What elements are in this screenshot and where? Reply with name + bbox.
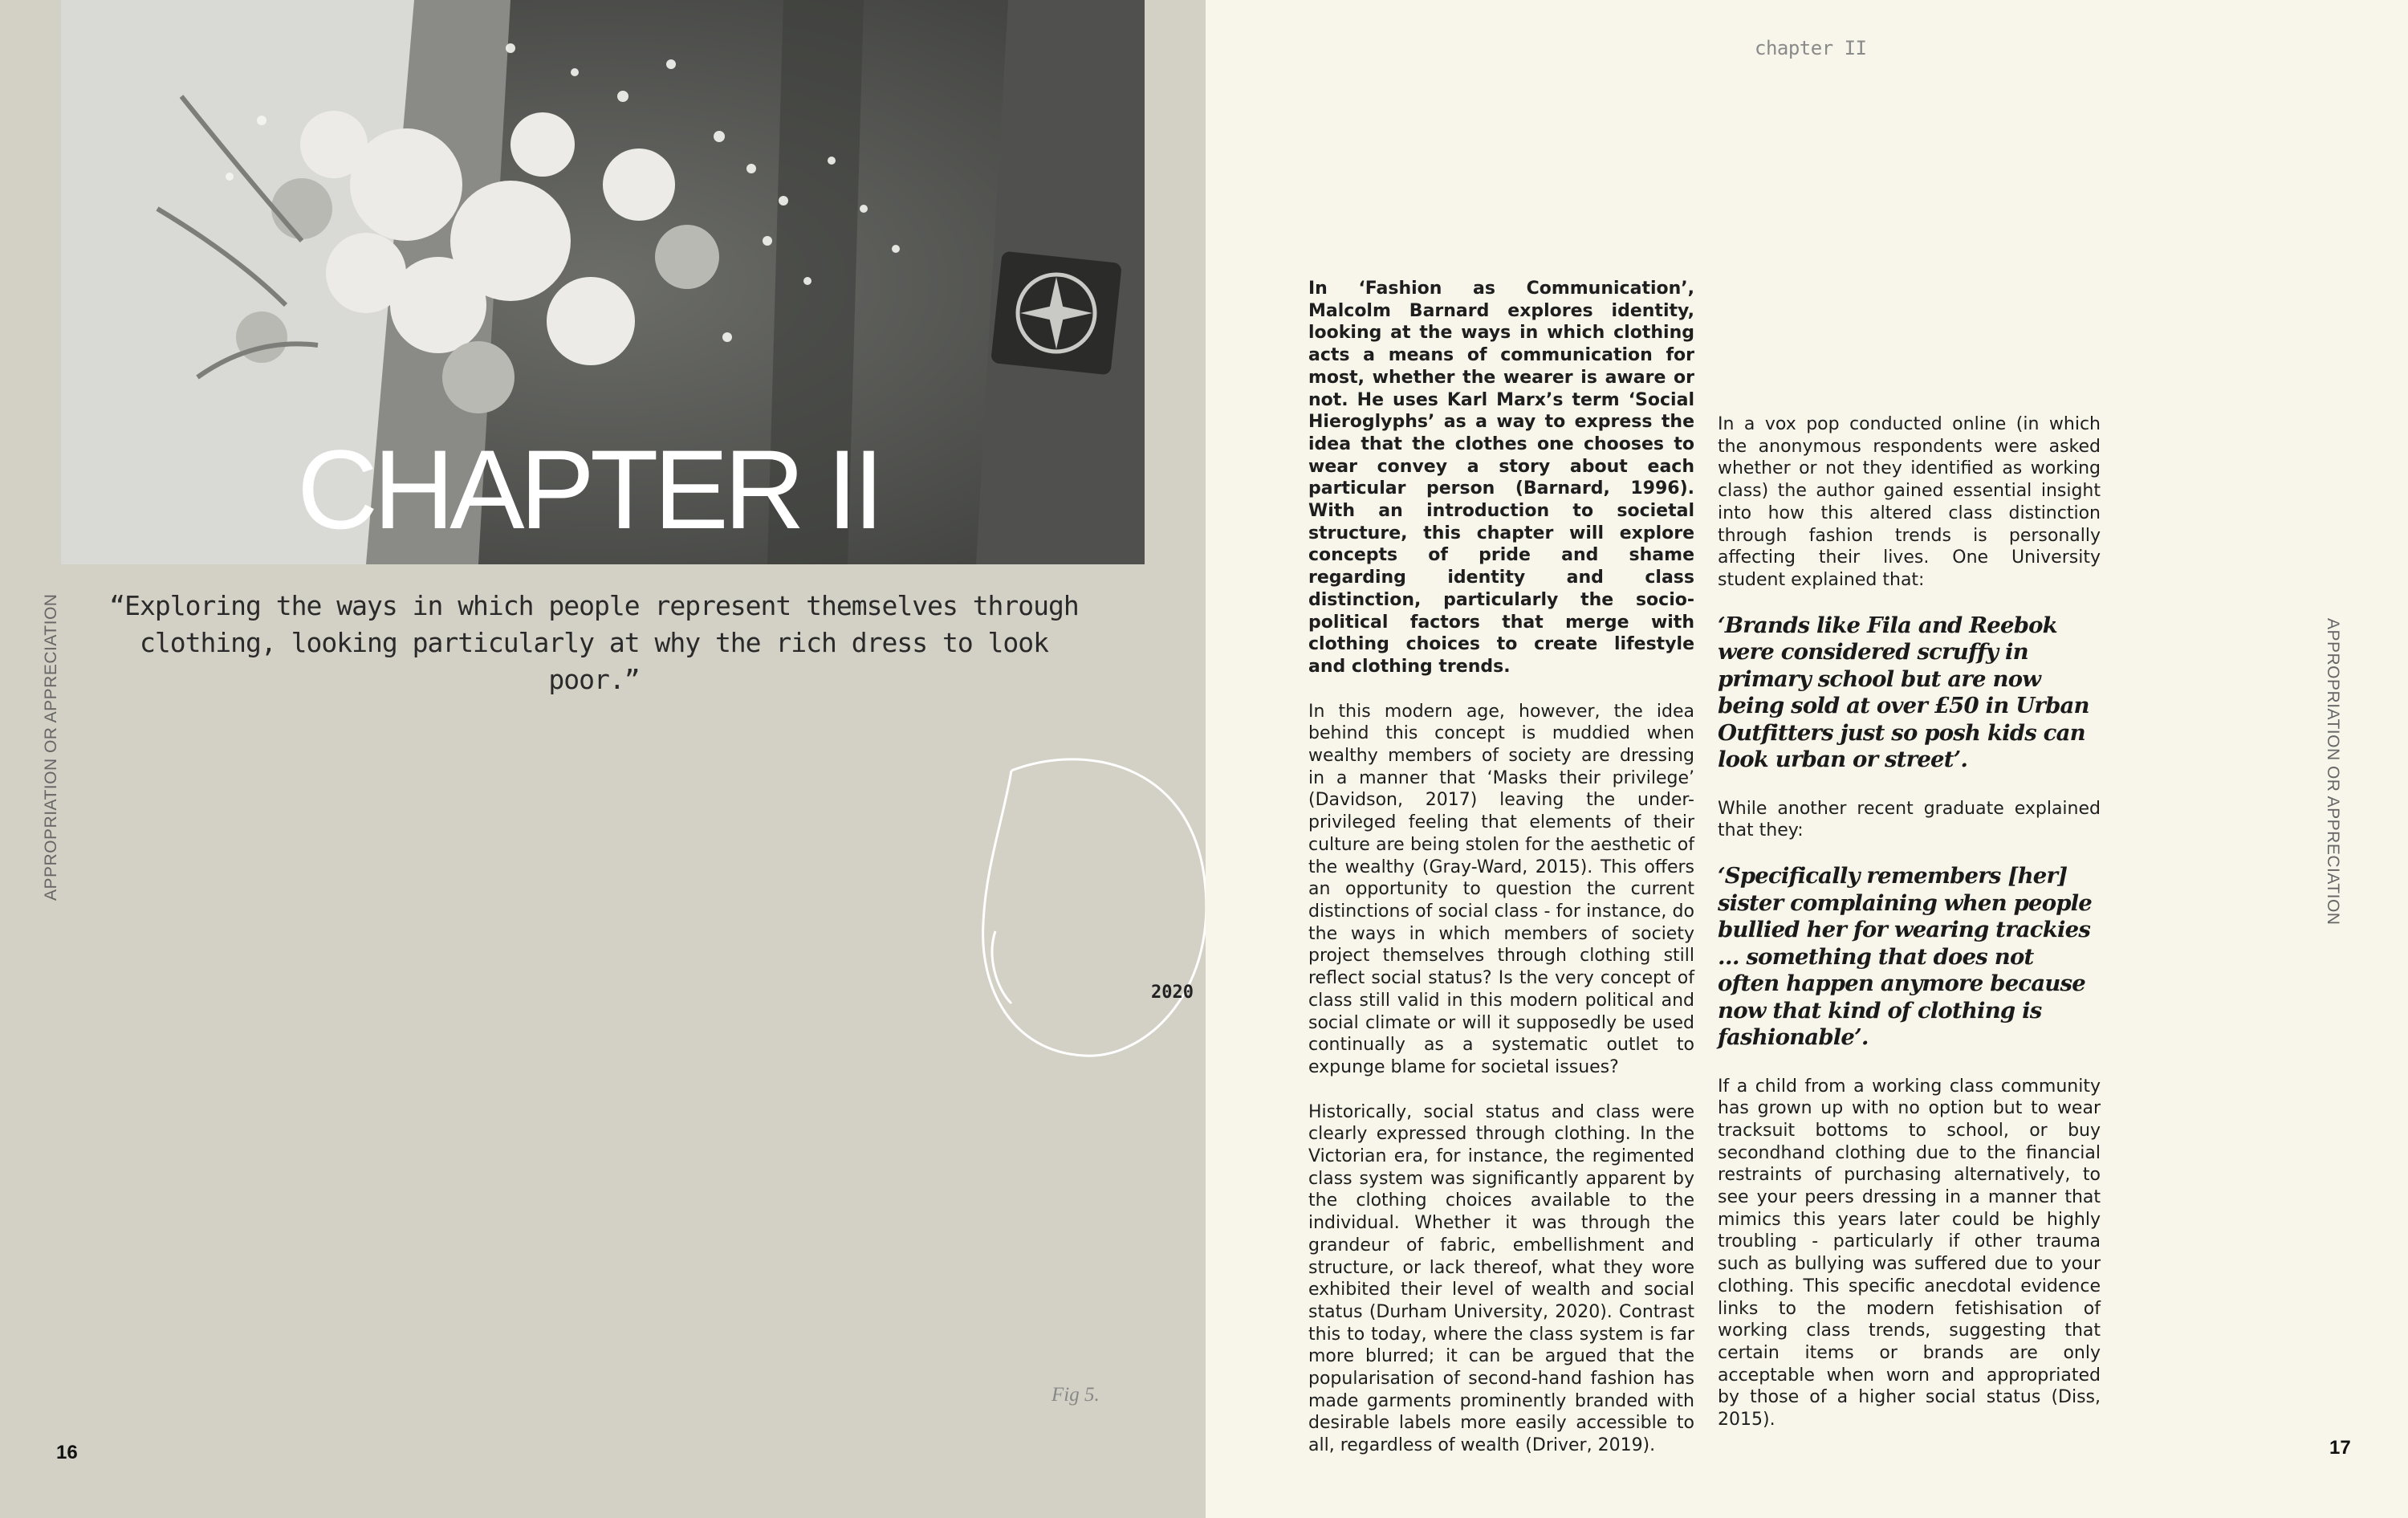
chapter-title: CHAPTER II [297, 426, 880, 552]
body-paragraph: Historically, social status and class were clearly expressed through clothing. In the Victorian era, for instance, the regimented class system was significantly apparent by the clothing choices available to the individual. Whether it was through the grandeur of fabric, embellishment and structure, or lack thereof, what they wore exhibited their level of wealth and social status (Durham University, 2020). Contrast this to today, where the class system is far more blurred; it can be argued that the popularisation of second-hand fashion has made garments prominently branded with desirable labels more easily accessible to all, regardless of wealth (Driver, 2019). [1308, 1101, 1694, 1456]
lead-paragraph: In ‘Fashion as Communication’, Malcolm Barnard explores identity, looking at the ways in which clothing acts a means of communication for most, whether the wearer is aware or not. He uses Karl Marx’s term ‘Social Hieroglyphs’ as a way to express the idea that the clothes one chooses to wear convey a story about each particular person (Barnard, 1996). With an introduction to societal structure, this chapter will explore concepts of pride and shame regarding identity and class distinction, particularly the socio-political factors that merge with clothing choices to create lifestyle and clothing trends. [1308, 279, 1694, 677]
pull-quote: ‘Specifically remembers [her] sister complaining when people bullied her for wearing trackies … something that does not often happen anymore because now that kind of clothing is fashionable’. [1718, 863, 2093, 1051]
running-head: chapter II [1755, 37, 1867, 59]
text-column-2 [1718, 413, 2101, 1431]
body-paragraph: If a child from a working class community has grown up with no option but to wear tracksuit bottoms to school, or buy secondhand clothing due to the financial restraints of purchasing alternatively, to see your peers dressing in a manner that mimics this years later could be highly troubling - particularly if other trauma such as bullying was suffered due to your clothing. This specific anecdotal evidence links to the modern fetishisation of working class trends, suggesting that certain items or brands are only acceptable when worn and appropriated by those of a higher social status (Diss, 2015). [1718, 1076, 2101, 1431]
body-paragraph: While another recent graduate explained that they: [1718, 798, 2101, 841]
body-paragraph: In this modern age, however, the idea behind this concept is muddied when wealthy members of society are dressing in a manner that ‘Masks their privilege’ (Davidson, 2017) leaving the under-privileged feeling that elements of their culture are being stolen for the aesthetic of the wealthy (Gray-Ward, 2015). This offers an opportunity to question the current distinctions of social class - for instance, do the ways in which members of society project themselves through clothing still reflect social status? Is the very concept of class still valid in this modern political and social climate or will it supposedly be used continually as a systematic outlet to expunge blame for societal issues? [1308, 701, 1694, 1077]
side-label-right: APPROPRIATION OR APPRECIATION [2324, 618, 2342, 926]
side-label-left: APPROPRIATION OR APPRECIATION [42, 593, 60, 901]
text-column-1 [1308, 278, 1694, 1457]
pull-quote: ‘Brands like Fila and Reebok were considered scruffy in primary school but are now being sold at over £50 in Urban Outfitters just so posh kids can look urban or street’. [1718, 612, 2089, 773]
year-label: 2020 [1151, 983, 1194, 1003]
page-number-left: 16 [56, 1442, 78, 1463]
chapter-quote: “Exploring the ways in which people represent themselves through clothing, looking particularly at why the rich dress to look poor.” [109, 590, 1079, 695]
page-number-right: 17 [2329, 1437, 2351, 1459]
hand-drawn-circle-icon [963, 747, 1220, 1068]
figure-caption: Fig 5. [1051, 1384, 1100, 1406]
body-paragraph: In a vox pop conducted online (in which the anonymous respondents were asked whether or not they identified as working class) the author gained essential insight into how this altered class distinction through fashion trends is personally affecting their lives. One University student explained that: [1718, 414, 2101, 590]
